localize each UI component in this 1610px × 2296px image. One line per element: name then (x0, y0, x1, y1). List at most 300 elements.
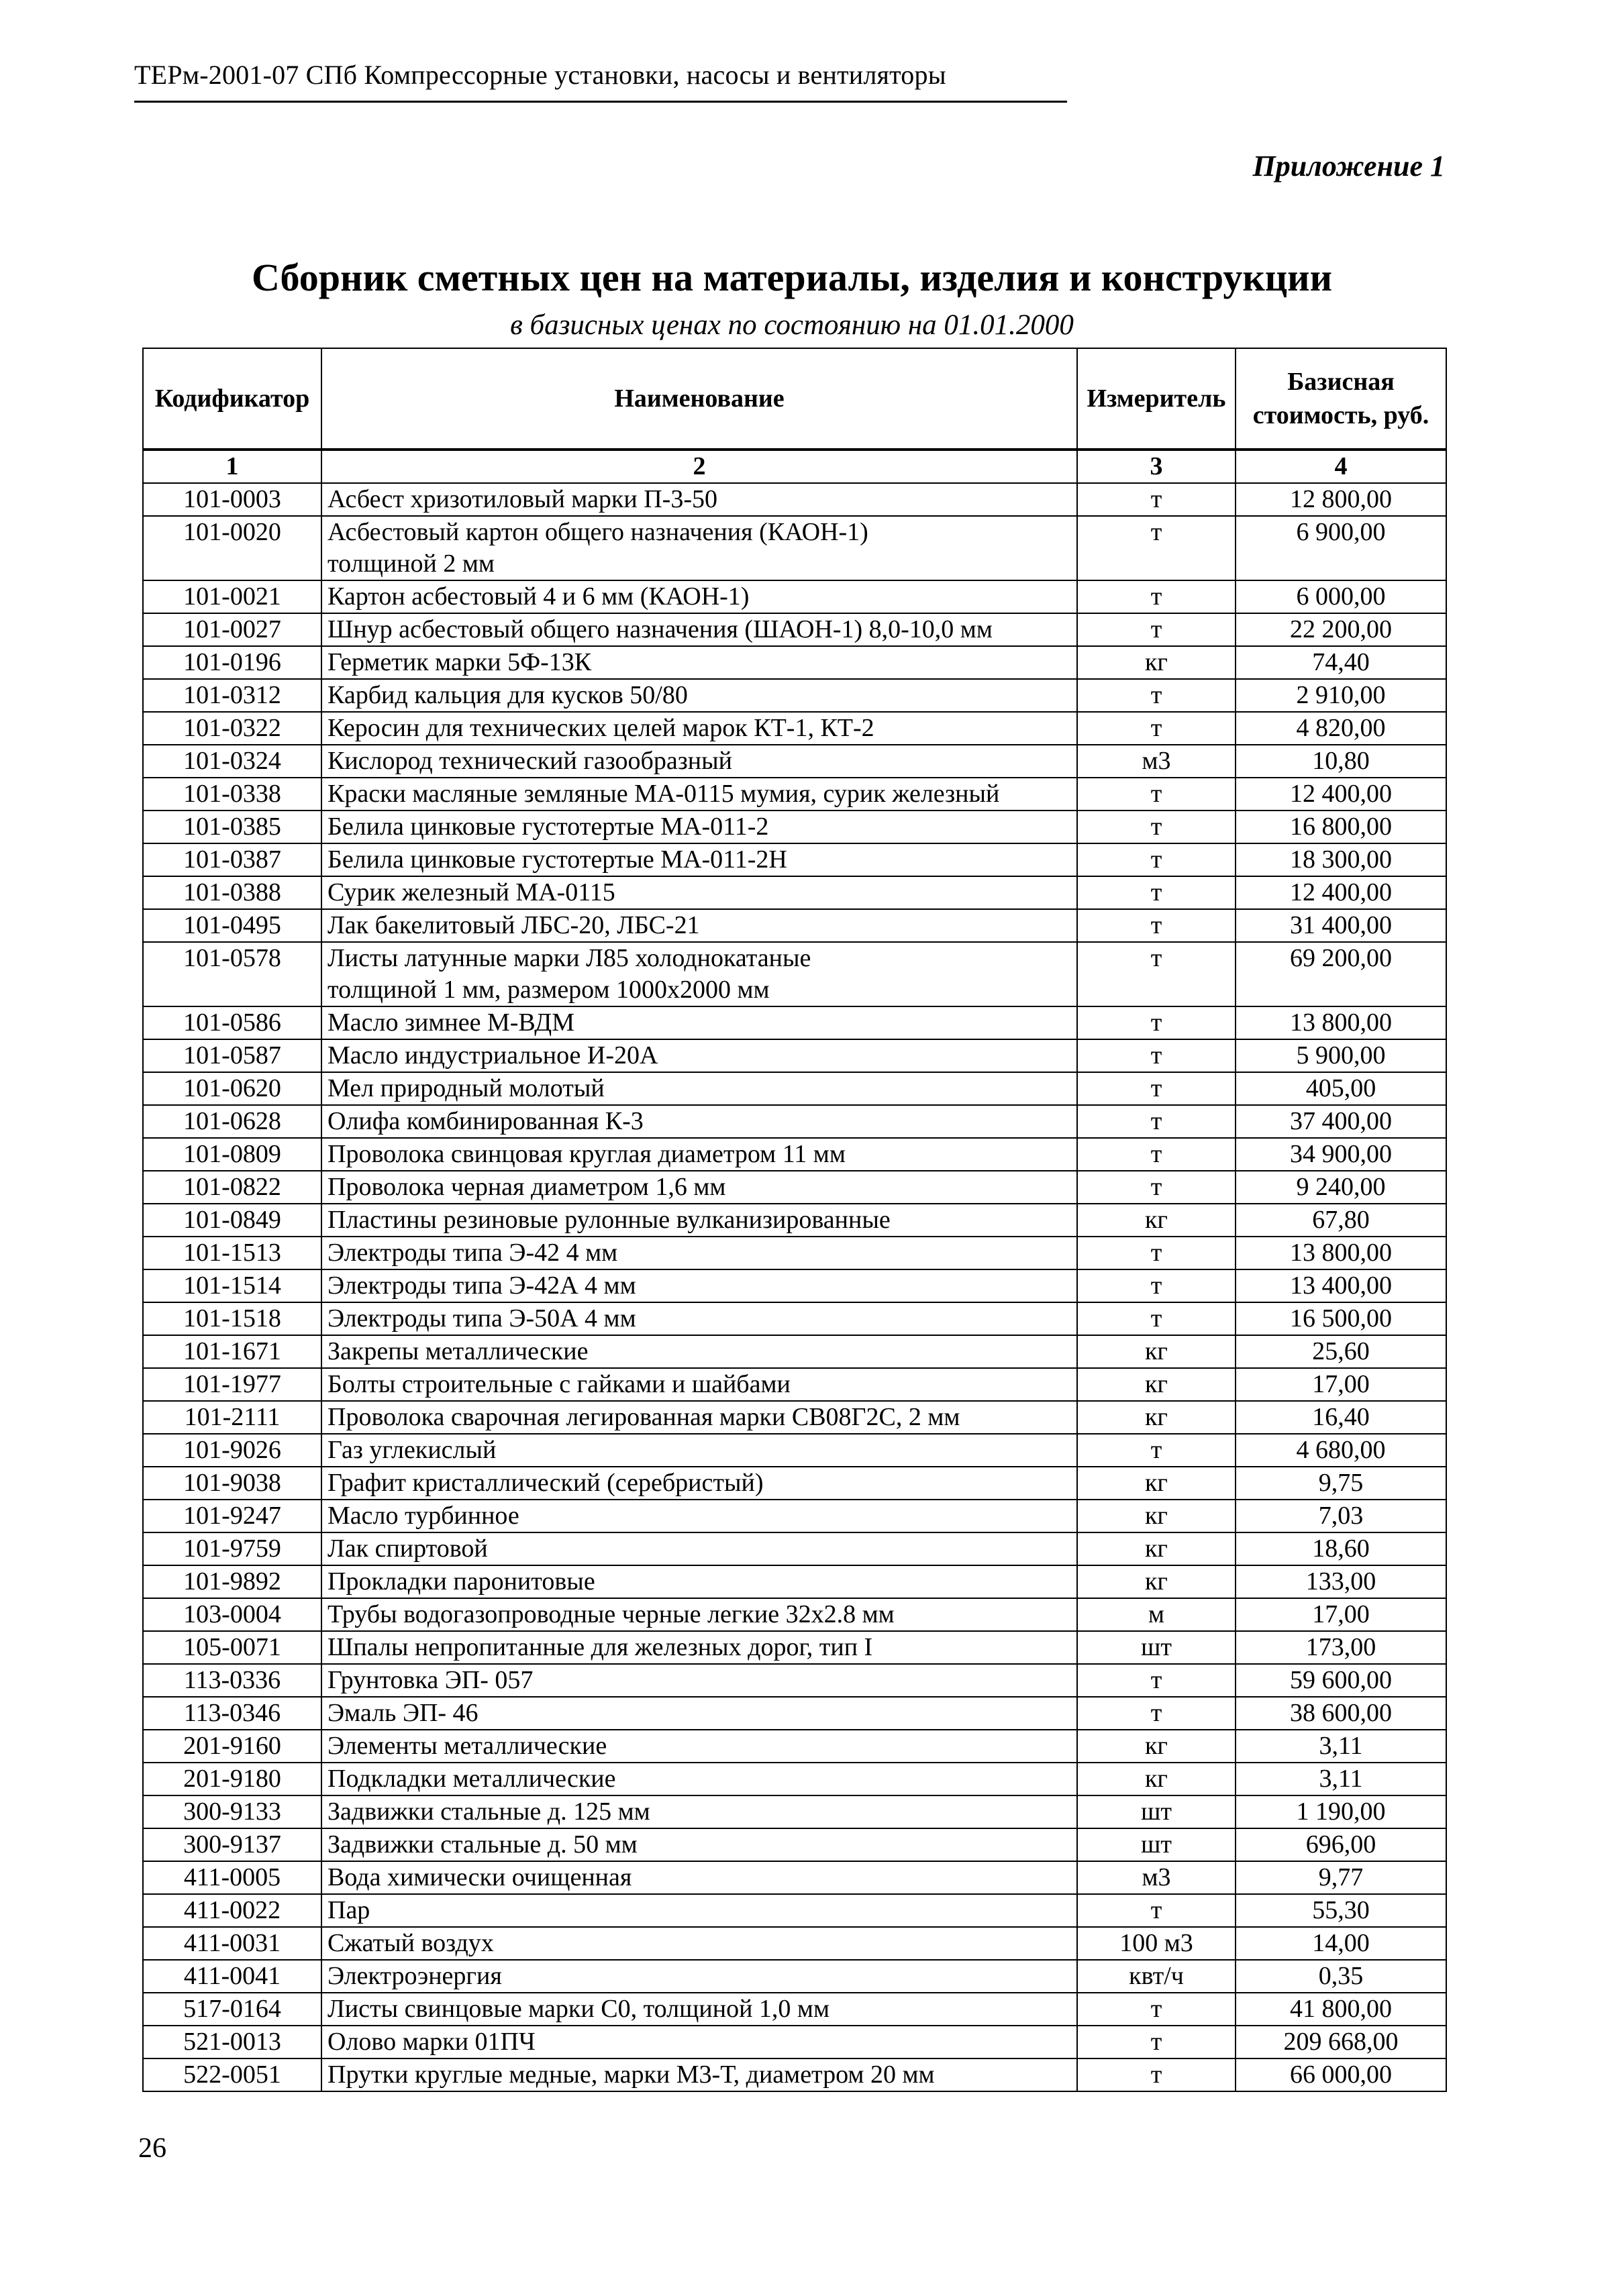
cell-unit: шт (1077, 1795, 1236, 1828)
cell-name-line: Пар (328, 1896, 370, 1924)
cell-name (321, 1105, 1077, 1138)
cell-price: 67,80 (1236, 1204, 1446, 1237)
cell-price: 12 800,00 (1236, 483, 1446, 516)
cell-name (321, 646, 1077, 679)
cell-name-line: Электроэнергия (328, 1962, 502, 1990)
cell-unit: 100 м3 (1077, 1927, 1236, 1960)
table-row (143, 1631, 1446, 1664)
cell-price: 59 600,00 (1236, 1664, 1446, 1697)
table-row (143, 1467, 1446, 1500)
cell-code: 101-0578 (143, 942, 321, 1006)
cell-code: 101-2111 (143, 1401, 321, 1434)
cell-name (321, 1532, 1077, 1565)
table-row (143, 1039, 1446, 1072)
table-row (143, 942, 1446, 1006)
cell-code: 101-9247 (143, 1500, 321, 1532)
cell-price: 74,40 (1236, 646, 1446, 679)
cell-price: 55,30 (1236, 1894, 1446, 1927)
cell-name (321, 712, 1077, 745)
cell-code: 101-1977 (143, 1368, 321, 1401)
cell-name (321, 1828, 1077, 1861)
cell-unit: т (1077, 942, 1236, 1006)
column-number: 2 (321, 450, 1077, 483)
cell-name-line: Шпалы непропитанные для железных дорог, тип I (328, 1633, 873, 1661)
cell-unit: т (1077, 1237, 1236, 1269)
cell-price: 13 800,00 (1236, 1006, 1446, 1039)
cell-code: 101-0021 (143, 580, 321, 613)
table-row (143, 909, 1446, 942)
cell-name (321, 1993, 1077, 2026)
cell-price: 16,40 (1236, 1401, 1446, 1434)
cell-name (321, 876, 1077, 909)
cell-name-line: Элементы металлические (328, 1732, 607, 1760)
cell-unit: кг (1077, 1532, 1236, 1565)
cell-unit: квт/ч (1077, 1960, 1236, 1993)
cell-price: 17,00 (1236, 1368, 1446, 1401)
cell-name-line: Масло турбинное (328, 1502, 519, 1530)
cell-name-line: Проволока сварочная легированная марки СВ08Г2С, 2 мм (328, 1403, 960, 1431)
cell-price: 696,00 (1236, 1828, 1446, 1861)
table-row (143, 1795, 1446, 1828)
cell-name (321, 1697, 1077, 1730)
header-price (1236, 348, 1446, 450)
cell-unit: т (1077, 1434, 1236, 1467)
cell-price: 38 600,00 (1236, 1697, 1446, 1730)
table-row (143, 1697, 1446, 1730)
cell-name (321, 580, 1077, 613)
table-row (143, 580, 1446, 613)
table-row (143, 876, 1446, 909)
column-number: 4 (1236, 450, 1446, 483)
cell-unit: шт (1077, 1631, 1236, 1664)
cell-price: 1 190,00 (1236, 1795, 1446, 1828)
column-number: 3 (1077, 450, 1236, 483)
cell-name (321, 1006, 1077, 1039)
table-row (143, 2058, 1446, 2091)
cell-name-line: толщиной 2 мм (328, 550, 495, 578)
cell-unit: кг (1077, 1500, 1236, 1532)
document-title: Сборник сметных цен на материалы, изделия и конструкции (251, 256, 1333, 299)
cell-unit: т (1077, 1171, 1236, 1204)
cell-name-line: Шнур асбестовый общего назначения (ШАОН-1) 8,0-10,0 мм (328, 615, 993, 643)
cell-code: 101-1518 (143, 1302, 321, 1335)
cell-name-line: Асбестовый картон общего назначения (КАОН-1) (328, 518, 868, 546)
cell-name (321, 679, 1077, 712)
cell-code: 101-0849 (143, 1204, 321, 1237)
cell-name (321, 1861, 1077, 1894)
cell-name-line: Проволока свинцовая круглая диаметром 11 мм (328, 1140, 846, 1168)
cell-price: 2 910,00 (1236, 679, 1446, 712)
cell-unit: т (1077, 580, 1236, 613)
cell-code: 105-0071 (143, 1631, 321, 1664)
cell-price: 9,75 (1236, 1467, 1446, 1500)
cell-name-line: Карбид кальция для кусков 50/80 (328, 681, 688, 709)
cell-code: 101-0312 (143, 679, 321, 712)
cell-price: 18 300,00 (1236, 843, 1446, 876)
cell-unit: кг (1077, 1565, 1236, 1598)
header-price-line2: стоимость, руб. (1252, 401, 1429, 429)
table-row (143, 1269, 1446, 1302)
cell-unit: т (1077, 1664, 1236, 1697)
page-number: 26 (138, 2133, 166, 2164)
table-row (143, 1500, 1446, 1532)
cell-price: 173,00 (1236, 1631, 1446, 1664)
document-subtitle: в базисных ценах по состоянию на 01.01.2000 (510, 309, 1074, 341)
cell-name (321, 1927, 1077, 1960)
table-row (143, 646, 1446, 679)
header-rule (134, 101, 1067, 103)
cell-unit: кг (1077, 1335, 1236, 1368)
cell-price: 7,03 (1236, 1500, 1446, 1532)
cell-code: 300-9137 (143, 1828, 321, 1861)
cell-name-line: Картон асбестовый 4 и 6 мм (КАОН-1) (328, 582, 750, 611)
table-row (143, 1960, 1446, 1993)
cell-name-line: Болты строительные с гайками и шайбами (328, 1370, 791, 1398)
cell-code: 101-9759 (143, 1532, 321, 1565)
cell-name (321, 1467, 1077, 1500)
cell-unit: т (1077, 2026, 1236, 2058)
running-header: ТЕРм-2001-07 СПб Компрессорные установки, насосы и вентиляторы (134, 60, 946, 90)
table-row (143, 843, 1446, 876)
cell-code: 101-0586 (143, 1006, 321, 1039)
cell-code: 113-0336 (143, 1664, 321, 1697)
cell-name-line: Масло индустриальное И-20А (328, 1041, 658, 1069)
cell-price: 14,00 (1236, 1927, 1446, 1960)
cell-price: 209 668,00 (1236, 2026, 1446, 2058)
table-row (143, 613, 1446, 646)
cell-unit: т (1077, 1105, 1236, 1138)
table-row (143, 1993, 1446, 2026)
cell-name (321, 811, 1077, 843)
cell-name (321, 1039, 1077, 1072)
table-row (143, 1664, 1446, 1697)
header-price-line1: Базисная (1287, 368, 1395, 396)
cell-code: 101-0324 (143, 745, 321, 778)
cell-name-line: Сурик железный МА-0115 (328, 878, 615, 906)
cell-unit: т (1077, 909, 1236, 942)
cell-unit: т (1077, 1697, 1236, 1730)
cell-unit: м3 (1077, 1861, 1236, 1894)
cell-unit: шт (1077, 1828, 1236, 1861)
cell-name-line: Керосин для технических целей марок КТ-1, КТ-2 (328, 714, 874, 742)
cell-name (321, 1598, 1077, 1631)
cell-price: 10,80 (1236, 745, 1446, 778)
cell-price: 3,11 (1236, 1763, 1446, 1795)
cell-name (321, 1269, 1077, 1302)
cell-code: 101-0495 (143, 909, 321, 942)
table-row (143, 745, 1446, 778)
cell-name (321, 2026, 1077, 2058)
cell-unit: т (1077, 613, 1236, 646)
cell-price: 405,00 (1236, 1072, 1446, 1105)
cell-price: 41 800,00 (1236, 1993, 1446, 2026)
cell-price: 12 400,00 (1236, 876, 1446, 909)
appendix-label: Приложение 1 (1252, 150, 1445, 182)
cell-unit: т (1077, 2058, 1236, 2091)
cell-code: 101-0620 (143, 1072, 321, 1105)
cell-name-line: Эмаль ЭП- 46 (328, 1699, 479, 1727)
cell-name (321, 1204, 1077, 1237)
cell-name-line: Герметик марки 5Ф-13К (328, 648, 592, 676)
cell-name (321, 843, 1077, 876)
cell-name-line: Электроды типа Э-42 4 мм (328, 1239, 618, 1267)
cell-name-line: Асбест хризотиловый марки П-3-50 (328, 485, 717, 513)
table-row (143, 1302, 1446, 1335)
cell-code: 101-9026 (143, 1434, 321, 1467)
cell-unit: т (1077, 712, 1236, 745)
table-row (143, 1401, 1446, 1434)
cell-code: 103-0004 (143, 1598, 321, 1631)
cell-unit: м (1077, 1598, 1236, 1631)
cell-name (321, 1171, 1077, 1204)
table-row (143, 1598, 1446, 1631)
cell-code: 101-0196 (143, 646, 321, 679)
cell-unit: т (1077, 843, 1236, 876)
cell-name-line: Листы свинцовые марки С0, толщиной 1,0 мм (328, 1995, 829, 2023)
cell-name-line: Белила цинковые густотертые МА-011-2Н (328, 845, 787, 874)
cell-price: 13 800,00 (1236, 1237, 1446, 1269)
cell-name (321, 1368, 1077, 1401)
cell-name (321, 1434, 1077, 1467)
cell-unit: т (1077, 1138, 1236, 1171)
cell-code: 101-9892 (143, 1565, 321, 1598)
table-row (143, 1204, 1446, 1237)
cell-code: 101-0822 (143, 1171, 321, 1204)
cell-code: 101-9038 (143, 1467, 321, 1500)
cell-name-line: Сжатый воздух (328, 1929, 494, 1957)
cell-name (321, 909, 1077, 942)
cell-unit: т (1077, 1894, 1236, 1927)
cell-name (321, 1565, 1077, 1598)
cell-name-line: Прокладки паронитовые (328, 1567, 595, 1596)
cell-price: 9 240,00 (1236, 1171, 1446, 1204)
cell-price: 0,35 (1236, 1960, 1446, 1993)
cell-code: 201-9180 (143, 1763, 321, 1795)
table-row (143, 483, 1446, 516)
cell-price: 22 200,00 (1236, 613, 1446, 646)
cell-unit: т (1077, 516, 1236, 580)
cell-name (321, 942, 1077, 1006)
cell-price: 18,60 (1236, 1532, 1446, 1565)
cell-name (321, 516, 1077, 580)
cell-name-line: Кислород технический газообразный (328, 747, 732, 775)
cell-name-line: Задвижки стальные д. 50 мм (328, 1830, 638, 1859)
cell-code: 101-0809 (143, 1138, 321, 1171)
cell-name-line: Краски масляные земляные МА-0115 мумия, сурик железный (328, 780, 1000, 808)
cell-name-line: Лак спиртовой (328, 1534, 488, 1563)
cell-code: 517-0164 (143, 1993, 321, 2026)
cell-name (321, 778, 1077, 811)
cell-name (321, 1894, 1077, 1927)
cell-name-line: Трубы водогазопроводные черные легкие 32х2.8 мм (328, 1600, 895, 1628)
cell-name-line: Вода химически очищенная (328, 1863, 632, 1891)
cell-name-line: Закрепы металлические (328, 1337, 589, 1365)
cell-unit: т (1077, 1993, 1236, 2026)
cell-name (321, 1730, 1077, 1763)
cell-code: 411-0031 (143, 1927, 321, 1960)
cell-unit: кг (1077, 1368, 1236, 1401)
cell-name-line: Пластины резиновые рулонные вулканизированные (328, 1206, 891, 1234)
cell-name (321, 1401, 1077, 1434)
cell-name-line: толщиной 1 мм, размером 1000х2000 мм (328, 976, 770, 1004)
cell-price: 16 800,00 (1236, 811, 1446, 843)
table-row (143, 1368, 1446, 1401)
column-number: 1 (143, 450, 321, 483)
table-row (143, 811, 1446, 843)
cell-price: 37 400,00 (1236, 1105, 1446, 1138)
cell-unit: т (1077, 778, 1236, 811)
table-row (143, 1171, 1446, 1204)
cell-name-line: Проволока черная диаметром 1,6 мм (328, 1173, 726, 1201)
table-row (143, 1237, 1446, 1269)
cell-name (321, 1664, 1077, 1697)
table-header-row (143, 348, 1446, 450)
cell-price: 17,00 (1236, 1598, 1446, 1631)
cell-name-line: Лак бакелитовый ЛБС-20, ЛБС-21 (328, 911, 700, 939)
table-body (143, 483, 1446, 2091)
cell-name (321, 1138, 1077, 1171)
cell-name (321, 745, 1077, 778)
cell-price: 25,60 (1236, 1335, 1446, 1368)
cell-name-line: Масло зимнее М-ВДМ (328, 1008, 574, 1037)
cell-price: 16 500,00 (1236, 1302, 1446, 1335)
cell-price: 3,11 (1236, 1730, 1446, 1763)
table-row (143, 1828, 1446, 1861)
cell-name (321, 1335, 1077, 1368)
cell-unit: кг (1077, 646, 1236, 679)
cell-name-line: Подкладки металлические (328, 1765, 616, 1793)
cell-unit: т (1077, 1039, 1236, 1072)
table-row (143, 1894, 1446, 1927)
header-unit: Измеритель (1077, 348, 1236, 450)
cell-price: 66 000,00 (1236, 2058, 1446, 2091)
cell-unit: т (1077, 876, 1236, 909)
cell-unit: т (1077, 1302, 1236, 1335)
cell-code: 101-0020 (143, 516, 321, 580)
cell-name-line: Мел природный молотый (328, 1074, 605, 1102)
cell-name-line: Листы латунные марки Л85 холоднокатаные (328, 944, 811, 972)
cell-unit: кг (1077, 1763, 1236, 1795)
cell-name-line: Графит кристаллический (серебристый) (328, 1469, 764, 1497)
cell-unit: т (1077, 1006, 1236, 1039)
table-row (143, 516, 1446, 580)
cell-name (321, 1631, 1077, 1664)
table-row (143, 1105, 1446, 1138)
cell-name-line: Олово марки 01ПЧ (328, 2028, 536, 2056)
price-table (142, 348, 1447, 2092)
cell-code: 101-0388 (143, 876, 321, 909)
cell-code: 101-0628 (143, 1105, 321, 1138)
cell-price: 6 900,00 (1236, 516, 1446, 580)
cell-unit: т (1077, 1269, 1236, 1302)
cell-name-line: Электроды типа Э-50А 4 мм (328, 1304, 636, 1333)
cell-code: 101-1513 (143, 1237, 321, 1269)
cell-price: 5 900,00 (1236, 1039, 1446, 1072)
cell-name (321, 1795, 1077, 1828)
cell-code: 101-0322 (143, 712, 321, 745)
cell-code: 411-0041 (143, 1960, 321, 1993)
cell-price: 34 900,00 (1236, 1138, 1446, 1171)
cell-name (321, 613, 1077, 646)
table-row (143, 778, 1446, 811)
cell-unit: т (1077, 679, 1236, 712)
table-row (143, 1072, 1446, 1105)
cell-code: 521-0013 (143, 2026, 321, 2058)
table-row (143, 1006, 1446, 1039)
table-row (143, 1138, 1446, 1171)
header-name: Наименование (321, 348, 1077, 450)
table-row (143, 1434, 1446, 1467)
cell-price: 12 400,00 (1236, 778, 1446, 811)
cell-name (321, 483, 1077, 516)
cell-unit: кг (1077, 1467, 1236, 1500)
cell-code: 101-0027 (143, 613, 321, 646)
cell-name (321, 1500, 1077, 1532)
cell-name (321, 1072, 1077, 1105)
cell-price: 13 400,00 (1236, 1269, 1446, 1302)
table-row (143, 1861, 1446, 1894)
cell-code: 101-0385 (143, 811, 321, 843)
cell-name-line: Прутки круглые медные, марки М3-Т, диаметром 20 мм (328, 2060, 935, 2089)
cell-name-line: Белила цинковые густотертые МА-011-2 (328, 813, 769, 841)
cell-code: 101-0587 (143, 1039, 321, 1072)
cell-code: 201-9160 (143, 1730, 321, 1763)
table-row (143, 679, 1446, 712)
table-row (143, 1335, 1446, 1368)
cell-code: 101-1514 (143, 1269, 321, 1302)
table-row (143, 2026, 1446, 2058)
cell-name-line: Газ углекислый (328, 1436, 497, 1464)
cell-code: 101-0387 (143, 843, 321, 876)
cell-name (321, 2058, 1077, 2091)
table-row (143, 712, 1446, 745)
cell-unit: т (1077, 483, 1236, 516)
cell-name-line: Грунтовка ЭП- 057 (328, 1666, 534, 1694)
cell-unit: кг (1077, 1204, 1236, 1237)
cell-price: 133,00 (1236, 1565, 1446, 1598)
header-code: Кодификатор (143, 348, 321, 450)
cell-unit: м3 (1077, 745, 1236, 778)
cell-unit: т (1077, 811, 1236, 843)
cell-unit: т (1077, 1072, 1236, 1105)
cell-price: 6 000,00 (1236, 580, 1446, 613)
table-row (143, 1730, 1446, 1763)
cell-code: 101-0338 (143, 778, 321, 811)
cell-code: 522-0051 (143, 2058, 321, 2091)
cell-code: 300-9133 (143, 1795, 321, 1828)
cell-code: 113-0346 (143, 1697, 321, 1730)
table-row (143, 1763, 1446, 1795)
cell-code: 101-0003 (143, 483, 321, 516)
cell-price: 9,77 (1236, 1861, 1446, 1894)
cell-name (321, 1237, 1077, 1269)
cell-name (321, 1763, 1077, 1795)
cell-code: 411-0022 (143, 1894, 321, 1927)
table-row (143, 1532, 1446, 1565)
cell-name (321, 1960, 1077, 1993)
cell-code: 411-0005 (143, 1861, 321, 1894)
cell-name-line: Задвижки стальные д. 125 мм (328, 1797, 650, 1826)
cell-price: 69 200,00 (1236, 942, 1446, 1006)
cell-unit: кг (1077, 1730, 1236, 1763)
table-row (143, 1927, 1446, 1960)
table-row (143, 1565, 1446, 1598)
cell-name-line: Олифа комбинированная К-3 (328, 1107, 644, 1135)
cell-unit: кг (1077, 1401, 1236, 1434)
cell-price: 4 820,00 (1236, 712, 1446, 745)
cell-price: 31 400,00 (1236, 909, 1446, 942)
cell-name (321, 1302, 1077, 1335)
